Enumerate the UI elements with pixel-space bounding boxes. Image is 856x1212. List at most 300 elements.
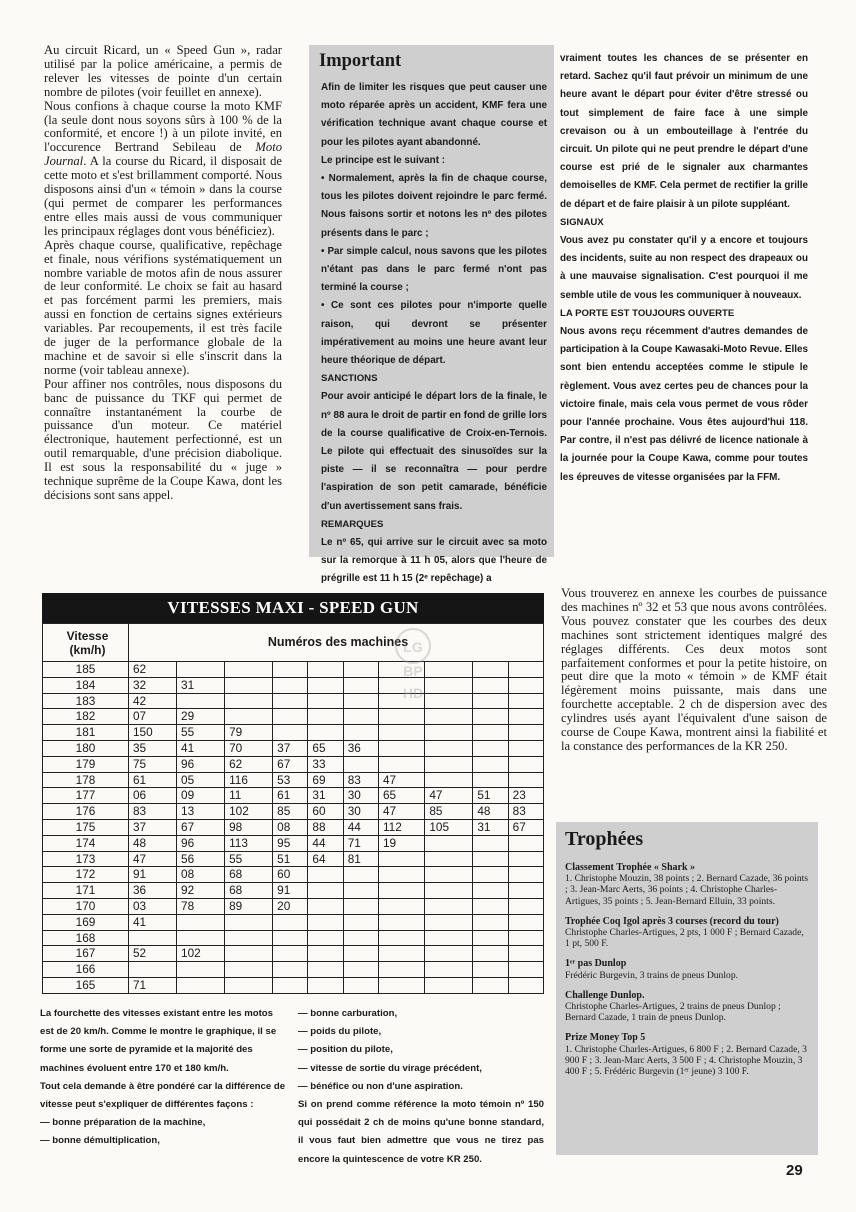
machine-number-cell: [378, 756, 424, 772]
watermark-logo: [376, 624, 450, 704]
speed-cell: 173: [43, 851, 129, 867]
machine-number-cell: 91: [129, 867, 177, 883]
machine-number-cell: [425, 962, 473, 978]
machine-number-cell: [508, 914, 543, 930]
table-row: [43, 756, 544, 772]
machine-number-cell: 55: [225, 851, 273, 867]
machine-number-cell: [508, 851, 543, 867]
trophee-text: Frédéric Burgevin, 3 trains de pneus Dunlop.: [565, 969, 739, 981]
machine-number-cell: 53: [273, 772, 308, 788]
table-row: [43, 772, 544, 788]
machine-number-cell: [308, 662, 343, 678]
speed-cell: 166: [43, 962, 129, 978]
machine-number-cell: [129, 930, 177, 946]
machine-number-cell: 85: [425, 804, 473, 820]
machine-number-cell: [273, 962, 308, 978]
speed-cell: 177: [43, 788, 129, 804]
important-title: Important: [319, 51, 402, 71]
machine-number-cell: [425, 851, 473, 867]
machine-number-cell: 61: [273, 788, 308, 804]
machine-number-cell: 91: [273, 883, 308, 899]
page-number: 29: [786, 1162, 803, 1179]
list-item: — vitesse de sortie du virage précédent,: [298, 1062, 482, 1074]
machine-number-cell: [177, 693, 225, 709]
watermark-text: HD: [402, 685, 424, 701]
trophee-text: 1. Christophe Mouzin, 38 points ; 2. Bernard Cazade, 36 points ; 3. Jean-Marc Aerts, 36 points ; 4. Christophe Charles-Artigues, 35 points ; 5. Jean-Bernard Elluin, 33 points.: [565, 873, 809, 907]
machine-number-cell: [343, 914, 378, 930]
text: Nous confions à chaque course la moto KMF (la seule dont nous soyons sûrs à 100 % de la conformité, et encore !) à un pilote invité, en l'occurence Bertrand Sebileau de: [44, 98, 282, 155]
machine-number-cell: [473, 835, 508, 851]
machine-number-cell: [308, 677, 343, 693]
machine-number-cell: 47: [378, 804, 424, 820]
machine-number-cell: [273, 977, 308, 993]
speed-cell: 170: [43, 898, 129, 914]
machine-number-cell: [177, 930, 225, 946]
machine-number-cell: 09: [177, 788, 225, 804]
machine-number-cell: 37: [273, 740, 308, 756]
machine-number-cell: [425, 772, 473, 788]
machine-number-cell: [308, 914, 343, 930]
machine-number-cell: [508, 930, 543, 946]
machine-number-cell: [225, 677, 273, 693]
subheading-porte: LA PORTE EST TOUJOURS OUVERTE: [560, 307, 735, 319]
machine-number-cell: 78: [177, 898, 225, 914]
trophee-heading: Classement Trophée « Shark »: [565, 862, 696, 873]
machine-number-cell: 83: [508, 804, 543, 820]
machine-number-cell: 61: [129, 772, 177, 788]
table-row: [43, 709, 544, 725]
table-row: [43, 962, 544, 978]
trophee-heading: Challenge Dunlop.: [565, 989, 645, 1001]
machine-number-cell: [308, 898, 343, 914]
machine-number-cell: [308, 725, 343, 741]
machine-number-cell: 65: [378, 788, 424, 804]
machine-number-cell: [343, 662, 378, 678]
machine-number-cell: [425, 725, 473, 741]
table-row: [43, 914, 544, 930]
table-row: [43, 819, 544, 835]
table-row: [43, 851, 544, 867]
speed-cell: 172: [43, 867, 129, 883]
machine-number-cell: [177, 914, 225, 930]
machine-number-cell: 08: [177, 867, 225, 883]
list-item: — bonne démultiplication,: [40, 1135, 160, 1147]
machine-number-cell: 51: [273, 851, 308, 867]
machine-number-cell: [378, 851, 424, 867]
speed-cell: 176: [43, 804, 129, 820]
machine-number-cell: [425, 977, 473, 993]
machine-number-cell: [473, 883, 508, 899]
machine-number-cell: [225, 977, 273, 993]
machine-number-cell: 55: [177, 725, 225, 741]
machine-number-cell: [308, 962, 343, 978]
speed-cell: 185: [43, 662, 129, 678]
machine-number-cell: 44: [343, 819, 378, 835]
machine-number-cell: 48: [129, 835, 177, 851]
machine-number-cell: [473, 977, 508, 993]
machine-number-cell: 102: [177, 946, 225, 962]
speed-cell: 167: [43, 946, 129, 962]
trophee-block: [565, 862, 809, 907]
list-item: — bonne préparation de la machine,: [40, 1117, 206, 1129]
machine-number-cell: [508, 867, 543, 883]
machine-number-cell: 75: [129, 756, 177, 772]
machine-number-cell: [508, 835, 543, 851]
machine-number-cell: [273, 693, 308, 709]
machine-number-cell: 96: [177, 835, 225, 851]
table-row: [43, 804, 544, 820]
paragraph: Après chaque course, qualificative, repêchage et finale, nous vérifions systématiquement un nombre variable de motos afin de nous assurer de leur conformité. Le choix se fait au hasard et pas forcément parmi les premiers, mais aussi en fonction de certains signes extérieurs variables. Par recoupements, il est très facile de juger de la performance globale de la machine et de savoir si elle s'inscrit dans la norme (voir tableau annexe).: [44, 237, 282, 377]
paragraph: Afin de limiter les risques que peut causer une moto réparée après un accident, KMF fera une vérification technique avant chaque course et pour les pilotes ayant abandonné.: [321, 82, 547, 148]
list-item: — poids du pilote,: [298, 1026, 382, 1038]
trophee-heading: 1ᵉʳ pas Dunlop: [565, 958, 627, 970]
machine-number-cell: 42: [129, 693, 177, 709]
machine-number-cell: [508, 740, 543, 756]
speed-table-section: [42, 593, 544, 994]
machine-number-cell: [308, 930, 343, 946]
machine-number-cell: [273, 662, 308, 678]
paragraph: vraiment toutes les chances de se présenter en retard. Sachez qu'il faut prévoir un minimum de une heure avant le départ pour éviter d'être stressé ou tout simplement de faire face à une simple crevaison ou à un embouteillage à l'entrée du circuit. Un pilote qui ne peut prendre le départ d'une course est prié de le signaler aux charmantes demoiselles de KMF. Cela permet de rectifier la grille de départ et de faire plaisir à un pilote suppléant.: [560, 53, 808, 210]
machine-number-cell: [273, 914, 308, 930]
speed-cell: 178: [43, 772, 129, 788]
paragraph: La fourchette des vitesses existant entre les motos est de 20 km/h. Comme le montre le graphique, il se forme une sorte de pyramide et la majorité des machines évoluent entre 170 et 180 km/h.: [40, 1008, 277, 1074]
machine-number-cell: 116: [225, 772, 273, 788]
list-item: — bonne carburation,: [298, 1008, 398, 1019]
machine-number-cell: 30: [343, 788, 378, 804]
machine-number-cell: [508, 962, 543, 978]
machine-number-cell: 81: [343, 851, 378, 867]
machine-number-cell: [378, 930, 424, 946]
machine-number-cell: 69: [308, 772, 343, 788]
machine-number-cell: 92: [177, 883, 225, 899]
machine-number-cell: [508, 883, 543, 899]
speed-cell: 179: [43, 756, 129, 772]
machine-number-cell: [273, 709, 308, 725]
machine-number-cell: 83: [129, 804, 177, 820]
machine-number-cell: 11: [225, 788, 273, 804]
machine-number-cell: 31: [308, 788, 343, 804]
machine-number-cell: [273, 677, 308, 693]
table-row: [43, 867, 544, 883]
machine-number-cell: 68: [225, 867, 273, 883]
machine-number-cell: 64: [308, 851, 343, 867]
speed-cell: 165: [43, 977, 129, 993]
machine-number-cell: 85: [273, 804, 308, 820]
trophee-block: [565, 1032, 809, 1077]
machine-number-cell: 56: [177, 851, 225, 867]
speed-cell: 183: [43, 693, 129, 709]
machine-number-cell: 13: [177, 804, 225, 820]
machine-number-cell: [473, 946, 508, 962]
machine-number-cell: [425, 835, 473, 851]
machine-number-cell: 95: [273, 835, 308, 851]
machine-number-cell: [343, 898, 378, 914]
machine-number-cell: 31: [473, 819, 508, 835]
machine-number-cell: 60: [308, 804, 343, 820]
machine-number-cell: 41: [129, 914, 177, 930]
bullet: • Ce sont ces pilotes pour n'importe quelle raison, qui devront se présenter impérativement au moins une heure avant leur heure théorique de départ.: [321, 300, 547, 367]
machine-number-cell: [343, 977, 378, 993]
machine-number-cell: [425, 709, 473, 725]
machine-number-cell: [473, 898, 508, 914]
machine-number-cell: [508, 725, 543, 741]
machine-number-cell: [308, 883, 343, 899]
machine-number-cell: [473, 662, 508, 678]
bullet: • Par simple calcul, nous savons que les pilotes n'étant pas dans le parc fermé n'ont pas terminé la course ;: [321, 245, 547, 294]
trophee-text: 1. Christophe Charles-Artigues, 6 800 F ; 2. Bernard Cazade, 3 900 F ; 3. Jean-Marc Aerts, 3 500 F ; 4. Christophe Mouzin, 3 400 F ; 5. Frédéric Burgevin (1ᵉʳ jeune) 3 100 F.: [565, 1043, 807, 1078]
list-item: — bénéfice ou non d'une aspiration.: [298, 1080, 463, 1092]
machine-number-cell: 36: [129, 883, 177, 899]
machine-number-cell: [308, 977, 343, 993]
machine-number-cell: [473, 725, 508, 741]
table-row: [43, 677, 544, 693]
machine-number-cell: [473, 740, 508, 756]
trophee-block: [565, 916, 809, 950]
machine-number-cell: [129, 962, 177, 978]
trophees-box: [556, 822, 818, 1155]
article-column-right: [561, 587, 827, 754]
machine-number-cell: 44: [308, 835, 343, 851]
watermark-text: BP: [403, 663, 423, 679]
machine-number-cell: 47: [129, 851, 177, 867]
table-row: [43, 693, 544, 709]
speed-cell: 174: [43, 835, 129, 851]
machine-number-cell: [378, 946, 424, 962]
table-commentary-left: [40, 1005, 286, 1151]
paragraph: Nous avons reçu récemment d'autres demandes de participation à la Coupe Kawasaki-Moto Revue. Elles sont bien entendu acceptées comme le stipule le règlement. Vous avez certes peu de chances pour la victoire finale, mais cela vous permet de vous rôder pour l'année prochaine. Vous êtes aujourd'hui 118. Par contre, il n'est pas délivré de licence nationale à la journée pour la Coupe Kawa, comme pour toutes les épreuves de vitesse organisées par la FFM.: [560, 326, 808, 483]
machine-number-cell: 62: [129, 662, 177, 678]
table-row: [43, 740, 544, 756]
machine-number-cell: [473, 693, 508, 709]
machine-number-cell: [473, 962, 508, 978]
paragraph: Vous trouverez en annexe les courbes de puissance des machines nº 32 et 53 que nous avons contrôlées. Vous pouvez constater que les courbes des deux machines sont strictement identiques malgré des réglages différents. Ces deux motos sont parfaitement conformes et pour la petite histoire, on peut dire que la moto « témoin » de KMF était légèrement moins puissante, mais dans une fourchette acceptable. 2 ch de dispersion avec des cylindres usés ayant l'équivalent d'une saison de course de Coupe Kawa, montrent ainsi la fiabilité et la constance des performances de la KR 250.: [561, 586, 827, 753]
machine-number-cell: [343, 883, 378, 899]
machine-number-cell: 150: [129, 725, 177, 741]
machine-number-cell: [508, 772, 543, 788]
machine-number-cell: [177, 977, 225, 993]
machine-number-cell: 32: [129, 677, 177, 693]
important-box: [309, 45, 554, 585]
machine-number-cell: [378, 725, 424, 741]
machine-number-cell: 71: [343, 835, 378, 851]
machine-number-cell: [177, 662, 225, 678]
machine-number-cell: [425, 946, 473, 962]
machine-number-cell: 79: [225, 725, 273, 741]
machine-number-cell: 65: [308, 740, 343, 756]
table-title: VITESSES MAXI - SPEED GUN: [42, 593, 544, 623]
machine-number-cell: [378, 740, 424, 756]
subheading-signaux: SIGNAUX: [560, 216, 604, 228]
text: . A la course du Ricard, il disposait de cette moto et s'est brillamment comporté. Nous disposons ainsi d'un « témoin » dans la course (qui permet de comparer les performances entre elles mais aussi de vous communiquer les principaux réglages dont vous bénéficiez).: [44, 154, 282, 238]
machine-number-cell: [378, 962, 424, 978]
machine-number-cell: [225, 662, 273, 678]
machine-number-cell: [225, 930, 273, 946]
table-row: [43, 662, 544, 678]
machine-number-cell: [378, 914, 424, 930]
machine-number-cell: 37: [129, 819, 177, 835]
machine-number-cell: [343, 930, 378, 946]
table-row: [43, 946, 544, 962]
speed-cell: 169: [43, 914, 129, 930]
machine-number-cell: [308, 693, 343, 709]
article-column-1: [44, 44, 282, 503]
machine-number-cell: [508, 693, 543, 709]
table-row: [43, 898, 544, 914]
trophee-heading: Prize Money Top 5: [565, 1032, 646, 1044]
machine-number-cell: 08: [273, 819, 308, 835]
machine-number-cell: 52: [129, 946, 177, 962]
machine-number-cell: [508, 677, 543, 693]
table-row: [43, 930, 544, 946]
machine-number-cell: [273, 946, 308, 962]
list-item: — position du pilote,: [298, 1044, 393, 1056]
table-row: [43, 883, 544, 899]
table-row: [43, 788, 544, 804]
paragraph: Au circuit Ricard, un « Speed Gun », radar utilisé par la police américaine, a permis de relever les vitesses de pointe d'un certain nombre de pilotes (voir feuillet en annexe).: [44, 43, 282, 99]
machine-number-cell: 48: [473, 804, 508, 820]
machine-number-cell: 20: [273, 898, 308, 914]
machine-number-cell: 35: [129, 740, 177, 756]
trophee-block: [565, 958, 809, 980]
machine-number-cell: [343, 867, 378, 883]
paragraph: Le principe est le suivant :: [321, 154, 446, 166]
machine-number-cell: [508, 709, 543, 725]
table-commentary-right: [298, 1005, 544, 1169]
machine-number-cell: [308, 946, 343, 962]
speed-cell: 168: [43, 930, 129, 946]
machine-number-cell: [425, 740, 473, 756]
machine-number-cell: 07: [129, 709, 177, 725]
machine-number-cell: [177, 962, 225, 978]
machine-number-cell: 05: [177, 772, 225, 788]
machine-number-cell: 83: [343, 772, 378, 788]
bullet: • Normalement, après la fin de chaque course, tous les pilotes doivent rejoindre le parc fermé. Nous faisons sortir et notons les nº des pilotes présents dans le parc ;: [321, 173, 547, 239]
machine-number-cell: [473, 756, 508, 772]
machine-number-cell: 19: [378, 835, 424, 851]
machine-number-cell: 31: [177, 677, 225, 693]
machine-number-cell: [343, 962, 378, 978]
machine-number-cell: 112: [378, 819, 424, 835]
machine-number-cell: [225, 693, 273, 709]
machine-number-cell: 30: [343, 804, 378, 820]
machine-number-cell: [343, 946, 378, 962]
machine-number-cell: [473, 914, 508, 930]
paragraph: Le nº 65, qui arrive sur le circuit avec sa moto sur la remorque à 11 h 05, alors que l'heure de prégrille est 11 h 15 (2ᵉ repêchage) a: [321, 537, 547, 585]
machine-number-cell: [273, 725, 308, 741]
machine-number-cell: 67: [177, 819, 225, 835]
speed-cell: 181: [43, 725, 129, 741]
machine-number-cell: 33: [308, 756, 343, 772]
paragraph: Pour affiner nos contrôles, nous disposons du banc de puissance du TKF qui permet de connaître instantanément la courbe de puissance d'un moteur. Ce matériel électronique, hautement perfectionné, est un outil remarquable, d'une précision diabolique. Il est sous la responsabilité du « juge » technique suprême de la Coupe Kawa, dont les décisions sont sans appel.: [44, 376, 282, 502]
trophee-text: Christophe Charles-Artigues, 2 trains de pneus Dunlop ; Bernard Cazade, 1 train de pneus Dunlop.: [565, 1001, 781, 1024]
table-row: [43, 725, 544, 741]
machine-number-cell: 89: [225, 898, 273, 914]
machine-number-cell: 03: [129, 898, 177, 914]
paragraph: [44, 100, 282, 239]
table-row: [43, 977, 544, 993]
speed-table: [42, 623, 544, 994]
machine-number-cell: [273, 930, 308, 946]
machine-number-cell: 47: [378, 772, 424, 788]
machine-number-cell: [473, 930, 508, 946]
machine-number-cell: [473, 851, 508, 867]
machine-number-cell: [225, 914, 273, 930]
column-header-speed: [43, 624, 129, 662]
machine-number-cell: 67: [508, 819, 543, 835]
machine-number-cell: 113: [225, 835, 273, 851]
machine-number-cell: 102: [225, 804, 273, 820]
machine-number-cell: 51: [473, 788, 508, 804]
paragraph: Tout cela demande à être pondéré car la différence de vitesse peut s'expliquer de différentes façons :: [40, 1080, 286, 1111]
machine-number-cell: [308, 867, 343, 883]
machine-number-cell: 96: [177, 756, 225, 772]
machine-number-cell: 29: [177, 709, 225, 725]
table-row: [43, 835, 544, 851]
machine-number-cell: [473, 677, 508, 693]
machine-number-cell: [508, 756, 543, 772]
machine-number-cell: [343, 756, 378, 772]
machine-number-cell: [308, 709, 343, 725]
column-header-machines: Numéros des machines: [129, 624, 544, 662]
paragraph: Pour avoir anticipé le départ lors de la finale, le nº 88 aura le droit de partir en fond de grille lors de la course qualificative de Croix-en-Ternois. Le pilote qui effectuait des sinusoïdes sur la piste — il se reconnaîtra — pour perdre l'aspiration de son petit camarade, bénéficie d'un avertissement sans frais.: [321, 391, 547, 512]
speed-cell: 182: [43, 709, 129, 725]
machine-number-cell: 68: [225, 883, 273, 899]
important-body: [321, 79, 547, 589]
machine-number-cell: 88: [308, 819, 343, 835]
header-unit: (km/h): [69, 642, 106, 657]
machine-number-cell: [473, 772, 508, 788]
machine-number-cell: [508, 977, 543, 993]
watermark-text: LG: [403, 639, 423, 655]
machine-number-cell: 71: [129, 977, 177, 993]
speed-cell: 180: [43, 740, 129, 756]
machine-number-cell: [378, 898, 424, 914]
machine-number-cell: [343, 709, 378, 725]
trophee-text: Christophe Charles-Artigues, 2 pts, 1 000 F ; Bernard Cazade, 1 pt, 500 F.: [565, 927, 804, 950]
machine-number-cell: [425, 930, 473, 946]
header-label: Vitesse: [66, 628, 109, 643]
machine-number-cell: 36: [343, 740, 378, 756]
machine-number-cell: [425, 756, 473, 772]
machine-number-cell: 60: [273, 867, 308, 883]
trophees-body: [565, 862, 809, 1086]
machine-number-cell: [343, 725, 378, 741]
machine-number-cell: [378, 709, 424, 725]
machine-number-cell: 98: [225, 819, 273, 835]
machine-number-cell: 06: [129, 788, 177, 804]
machine-number-cell: [425, 883, 473, 899]
machine-number-cell: [343, 677, 378, 693]
speed-cell: 175: [43, 819, 129, 835]
machine-number-cell: 47: [425, 788, 473, 804]
machine-number-cell: 70: [225, 740, 273, 756]
table-header-row: [43, 624, 544, 662]
machine-number-cell: [225, 709, 273, 725]
machine-number-cell: [508, 662, 543, 678]
machine-number-cell: 23: [508, 788, 543, 804]
trophee-block: [565, 990, 809, 1024]
machine-number-cell: [473, 867, 508, 883]
machine-number-cell: [343, 693, 378, 709]
trophee-heading: Trophée Coq Igol après 3 courses (record du tour): [565, 915, 779, 927]
speed-cell: 184: [43, 677, 129, 693]
machine-number-cell: [508, 946, 543, 962]
machine-number-cell: 67: [273, 756, 308, 772]
trophees-title: Trophées: [565, 828, 644, 850]
machine-number-cell: [378, 883, 424, 899]
machine-number-cell: [378, 977, 424, 993]
paragraph: Vous avez pu constater qu'il y a encore et toujours des incidents, suite au non respect des drapeaux ou à une mauvaise signalisation. C'est pourquoi il me semble utile de vous les communiquer à nouveaux.: [560, 235, 808, 301]
